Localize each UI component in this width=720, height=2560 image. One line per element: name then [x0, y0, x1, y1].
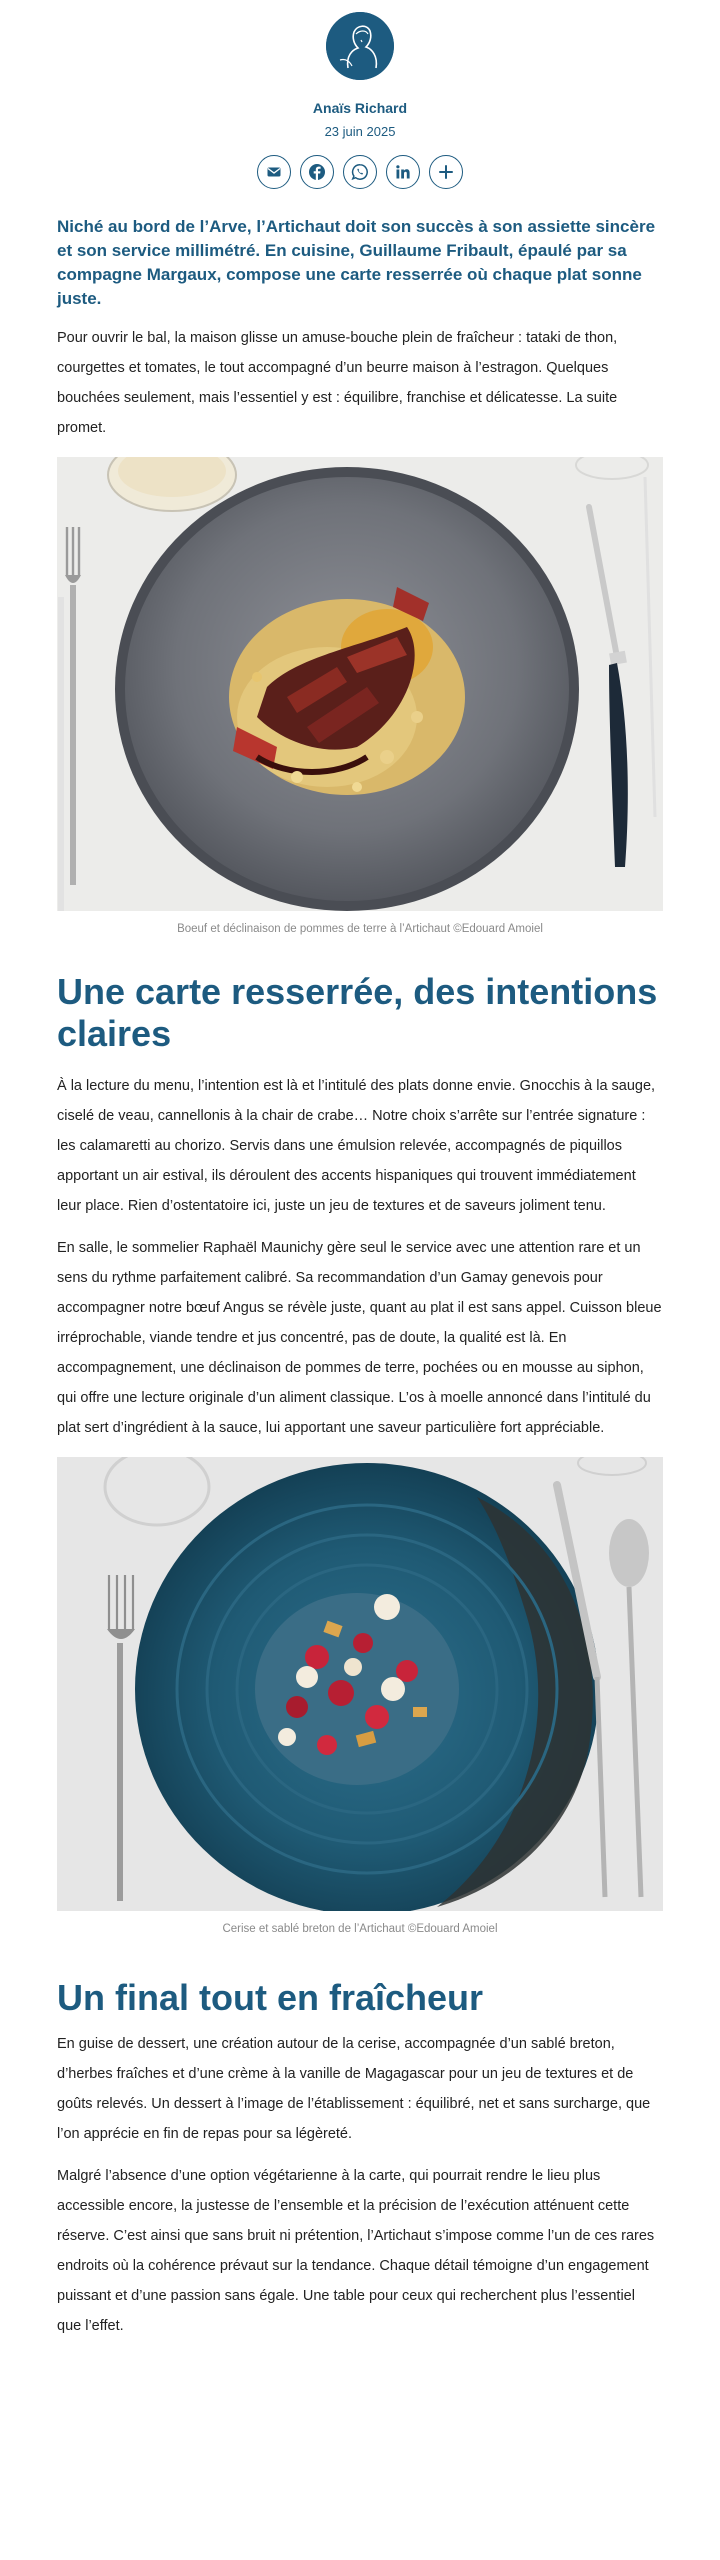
email-icon	[266, 164, 282, 180]
figure-cherry-dessert	[57, 1457, 663, 1911]
paragraph: À la lecture du menu, l’intention est là et l’intitulé des plats donne envie. Gnocchis à la sauge, ciselé de veau, cannellonis à la chair de crabe… Notre choix s’arrête sur l’entrée signature : les calamaretti au chorizo. Servis dans une émulsion relevée, accompagnés de piquillos apportant un air estival, ils déroulent des accents hispaniques qui trouvent immédiatement leur place. Rien d’ostentatoire ici, juste un jeu de textures et de saveurs joliment tenu.	[57, 1078, 656, 1214]
publish-date: 23 juin 2025	[324, 124, 396, 139]
plus-icon	[438, 164, 454, 180]
section-heading: Un final tout en fraîcheur	[57, 1977, 484, 2018]
section-heading: Une carte resserrée, des intentions claires	[57, 971, 658, 1054]
figure-beef-dish	[57, 457, 663, 911]
whatsapp-icon	[351, 163, 369, 181]
share-facebook-button[interactable]	[300, 155, 334, 189]
author-avatar[interactable]	[326, 12, 394, 80]
article-intro: Niché au bord de l’Arve, l’Artichaut doit son succès à son assiette sincère et son service millimétré. En cuisine, Guillaume Fribault, épaulé par sa compagne Margaux, compose une carte resserrée où chaque plat sonne juste.	[57, 217, 656, 308]
article-content	[0, 215, 720, 2341]
share-bar	[0, 155, 720, 189]
share-more-button[interactable]	[429, 155, 463, 189]
author-name[interactable]: Anaïs Richard	[312, 100, 408, 116]
paragraph: Pour ouvrir le bal, la maison glisse un amuse-bouche plein de fraîcheur : tataki de thon, courgettes et tomates, le tout accompagné d’un beurre maison à l’estragon. Quelques bouchées seulement, mais l’essentiel y est : équilibre, franchise et délicatesse. La suite promet.	[57, 330, 618, 436]
facebook-icon	[308, 163, 326, 181]
beef-dish-photo	[57, 457, 663, 911]
share-linkedin-button[interactable]	[386, 155, 420, 189]
paragraph: En salle, le sommelier Raphaël Maunichy gère seul le service avec une attention rare et un sens du rythme parfaitement calibré. Sa recommandation d’un Gamay genevois pour accompagner notre bœuf Angus se révèle juste, quant au plat il est sans appel. Cuisson bleue irréprochable, viande tendre et jus concentré, pas de doute, la qualité est là. En accompagnement, une déclinaison de pommes de terre, pochées ou en mousse au siphon, qui offre une lecture originale d’un aliment classique. L’os à moelle annoncé dans l’intitulé du plat sert d’ingrédient à la sauce, lui apportant une saveur particulière fort appréciable.	[57, 1240, 662, 1436]
share-whatsapp-button[interactable]	[343, 155, 377, 189]
photo-caption: Cerise et sablé breton de l’Artichaut ©Edouard Amoiel	[222, 1923, 498, 1935]
author-block	[0, 0, 720, 189]
paragraph: En guise de dessert, une création autour de la cerise, accompagnée d’un sablé breton, d’herbes fraîches et d’une crème à la vanille de Magagascar pour un jeu de textures et de goûts relevés. Un dessert à l’image de l’établissement : équilibré, net et sans surcharge, que l’on apprécie en fin de repas pour sa légèreté.	[57, 2036, 651, 2142]
avatar-portrait-drawing	[326, 12, 394, 80]
share-email-button[interactable]	[257, 155, 291, 189]
paragraph: Malgré l’absence d’une option végétarienne à la carte, qui pourrait rendre le lieu plus accessible encore, la justesse de l’ensemble et la précision de l’exécution atténuent cette réserve. C’est ainsi que sans bruit ni prétention, l’Artichaut s’impose comme l’un de ces rares endroits où la cohérence prévaut sur la tendance. Chaque détail témoigne d’un engagement puissant et d’une passion sans égale. Une table pour ceux qui recherchent plus l’essentiel que l’effet.	[57, 2168, 655, 2334]
linkedin-icon	[395, 164, 411, 180]
photo-caption: Boeuf et déclinaison de pommes de terre à l’Artichaut ©Edouard Amoiel	[177, 923, 543, 935]
cherry-dessert-photo	[57, 1457, 663, 1911]
